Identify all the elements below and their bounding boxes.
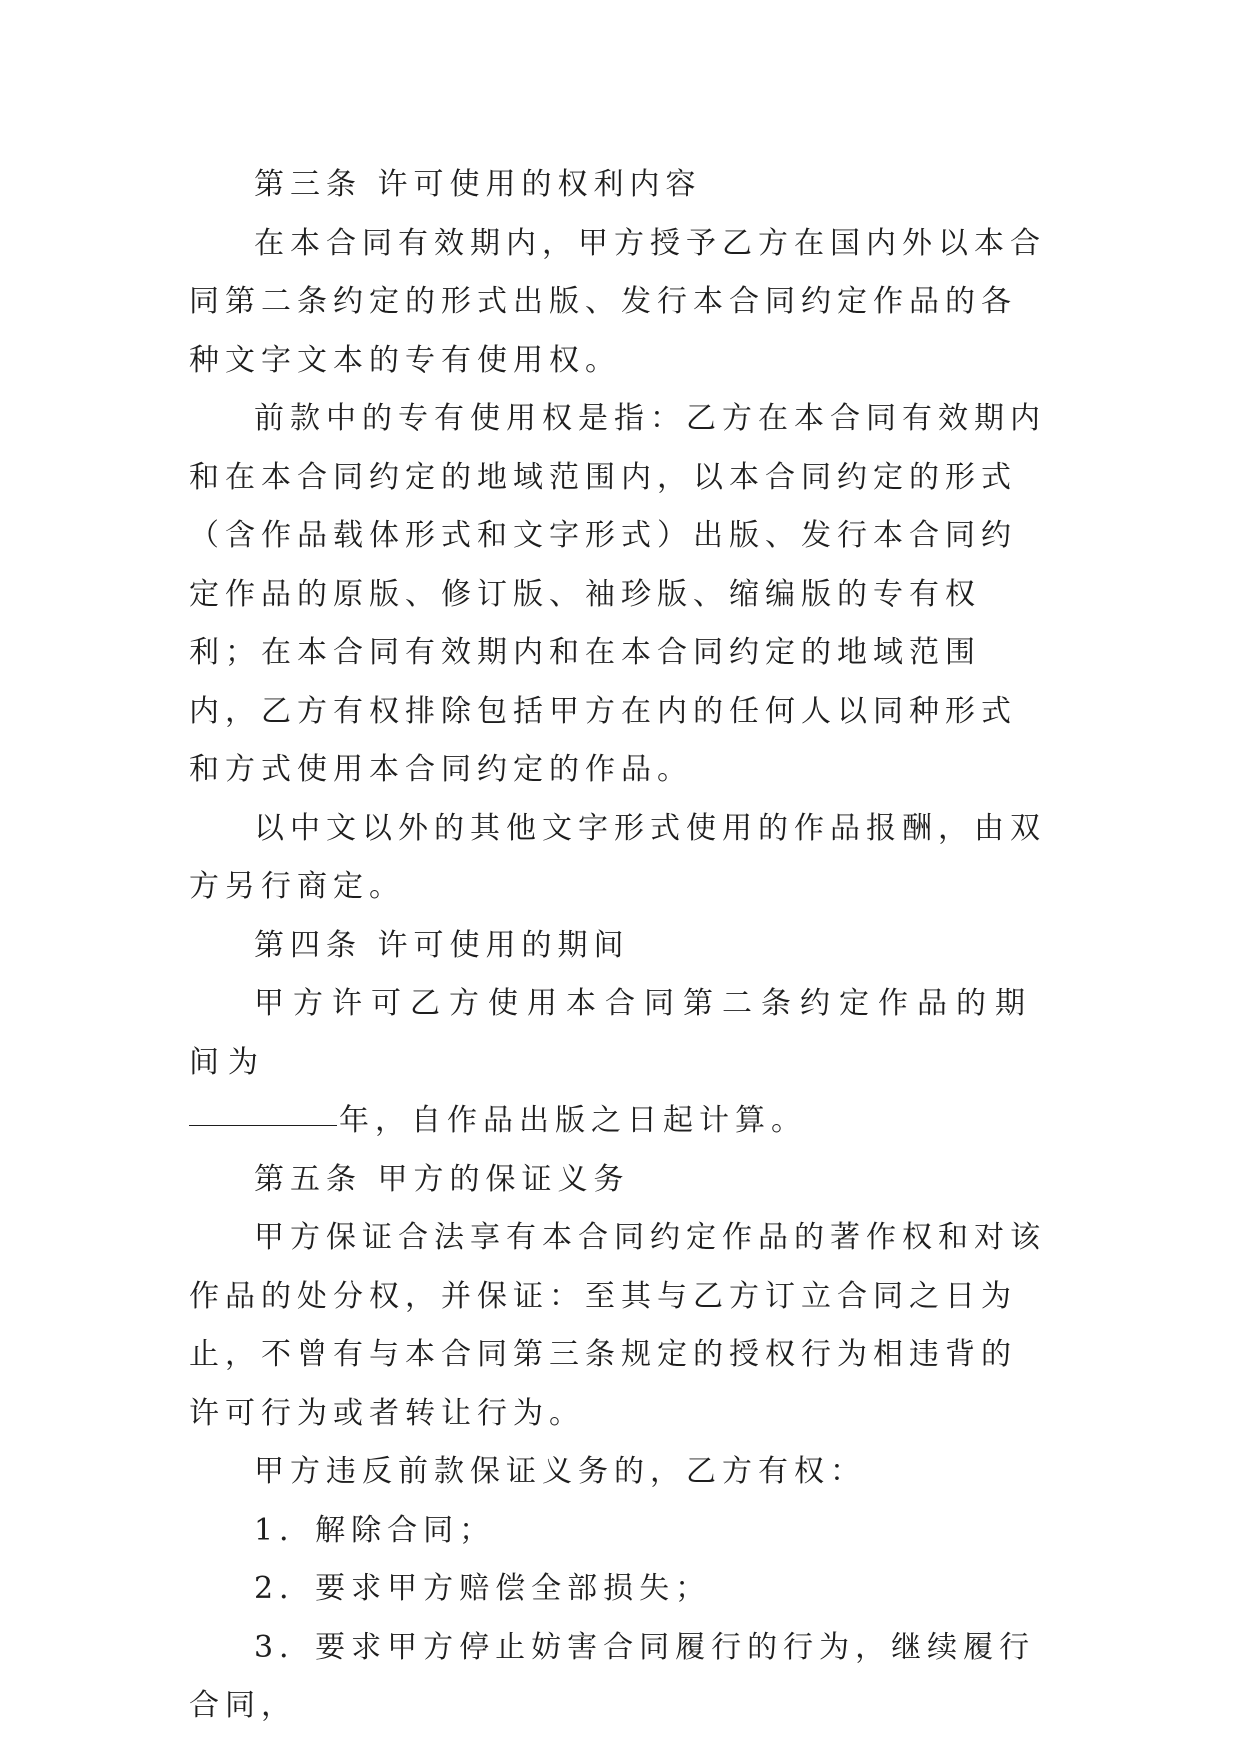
article-5-paragraph-2: 甲方违反前款保证义务的，乙方有权：: [254, 1454, 866, 1489]
article-3-paragraph-3: 以中文以外的其他文字形式使用的作品报酬，由双方另行商定。: [189, 810, 1046, 904]
article-5-item-3: 3．要求甲方停止妨害合同履行的行为，继续履行合同，: [189, 1629, 1036, 1723]
article-5-item-2: 2．要求甲方赔偿全部损失；: [254, 1571, 712, 1606]
article-4-paragraph-1-line-2: [189, 1092, 1051, 1151]
article-3-paragraph-2: 前款中的专有使用权是指：乙方在本合同有效期内和在本合同约定的地域范围内，以本合同约定的形式（含作品载体形式和文字形式）出版、发行本合同约定作品的原版、修订版、袖珍版、缩编版的专有权利；在本合同有效期内和在本合同约定的地域范围内，乙方有权排除包括甲方在内的任何人以同种形式和方式使用本合同约定的作品。: [189, 401, 1046, 787]
article-5-heading: 第五条 甲方的保证义务: [254, 1161, 630, 1197]
article-4-paragraph-1-line-1: 甲方许可乙方使用本合同第二条约定作品的期间为: [189, 986, 1034, 1080]
article-5-item-1: 1．解除合同；: [254, 1512, 496, 1548]
document-body: [189, 156, 1051, 1736]
article-5-paragraph-1: 甲方保证合法享有本合同约定作品的著作权和对该作品的处分权，并保证：至其与乙方订立合同之日为止，不曾有与本合同第三条规定的授权行为相违背的许可行为或者转让行为。: [189, 1220, 1046, 1431]
article-4-term-suffix: 年，自作品出版之日起计算。: [339, 1103, 807, 1138]
article-3-paragraph-1: 在本合同有效期内，甲方授予乙方在国内外以本合同第二条约定的形式出版、发行本合同约定作品的各种文字文本的专有使用权。: [189, 225, 1046, 378]
article-3-heading: 第三条 许可使用的权利内容: [254, 167, 702, 202]
term-years-blank: [189, 1124, 337, 1126]
article-4-heading: 第四条 许可使用的期间: [254, 927, 630, 963]
